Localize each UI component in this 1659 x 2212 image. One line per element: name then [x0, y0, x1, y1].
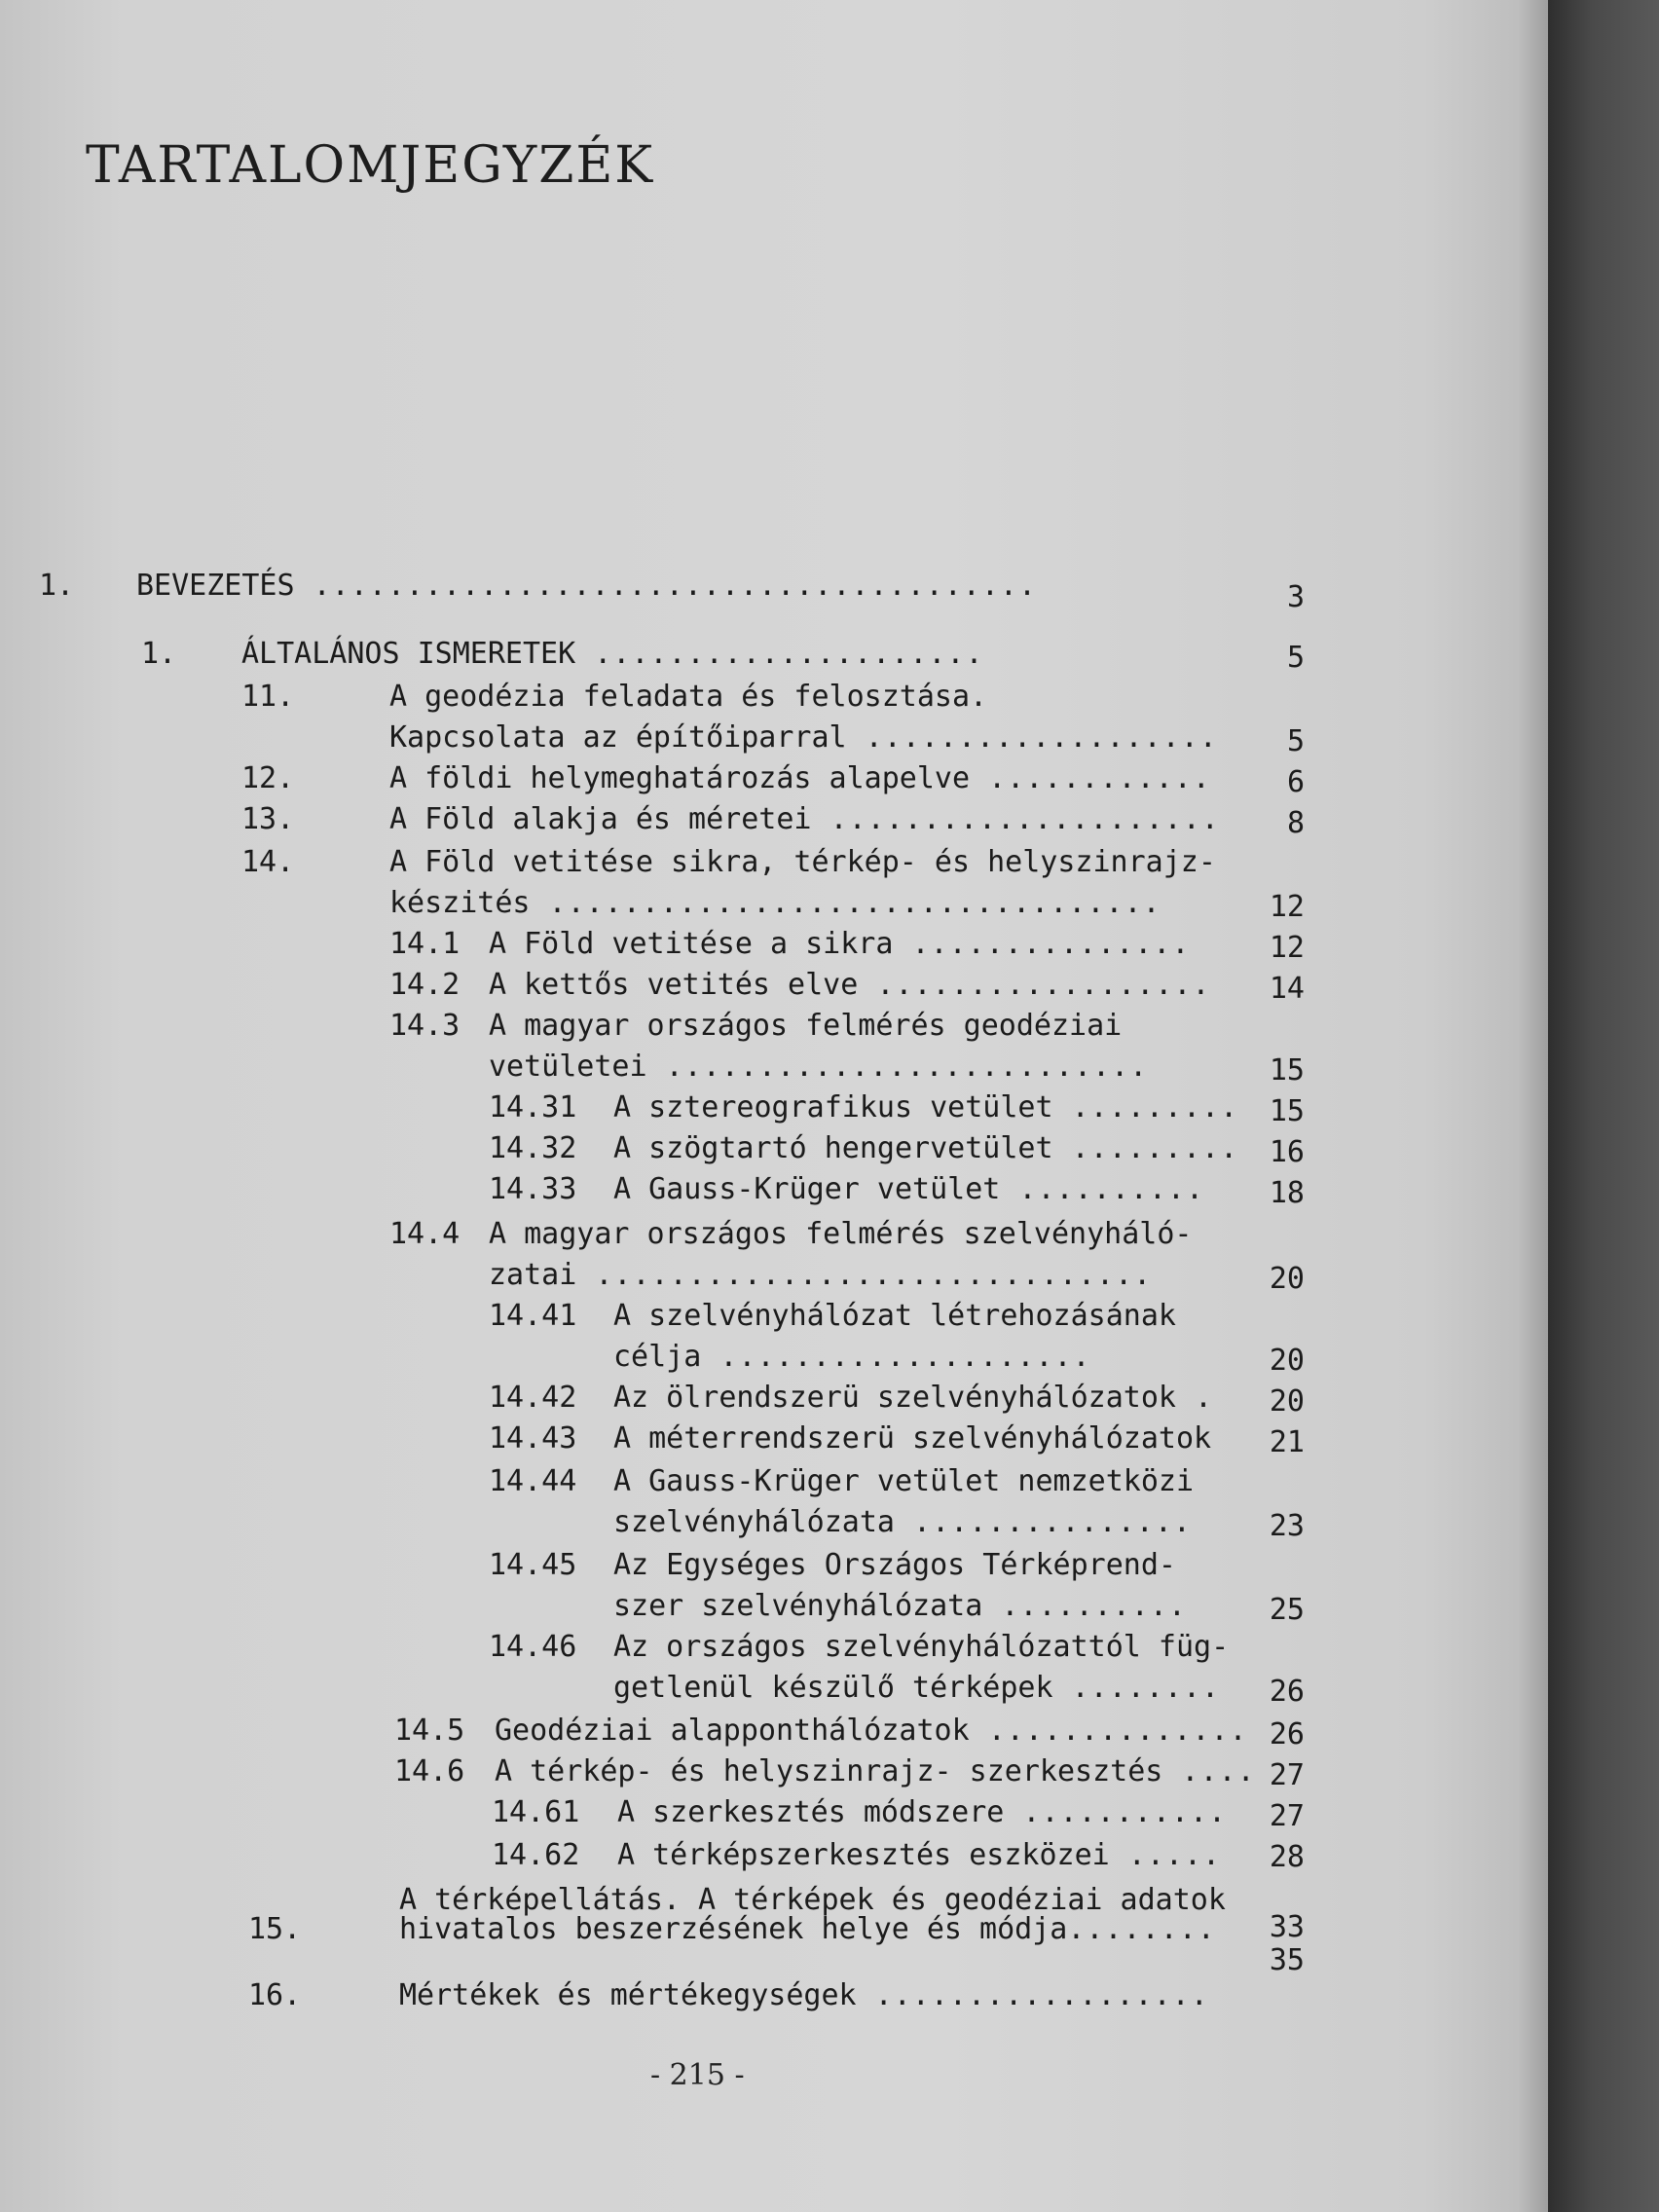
entry-title: [613, 1462, 1194, 1501]
entry-number: 16.: [248, 1978, 302, 2012]
entry-number: 14.44: [489, 1464, 577, 1498]
entry-title: [613, 1587, 1187, 1626]
entry-title: [489, 966, 1210, 1005]
entry-number: 14.45: [489, 1548, 577, 1582]
entry-title: [613, 1170, 1204, 1209]
leader-dots: ...............: [893, 927, 1191, 961]
entry-title-text: A szelvényhálózat létrehozásának: [613, 1299, 1176, 1333]
page-ref: 35: [1269, 1943, 1305, 1977]
entry-title-text: A térképellátás. A térképek és geodéziai adatok: [399, 1883, 1226, 1917]
entry-title: [617, 1836, 1221, 1875]
leader-dots: ..........: [982, 1589, 1187, 1623]
leader-dots: ..................: [856, 1978, 1209, 2012]
page-ref: 21: [1269, 1425, 1305, 1459]
entry-title-text: A Föld vetitése sikra, térkép- és helyszinrajz-: [389, 845, 1216, 879]
page-ref: 28: [1269, 1840, 1305, 1874]
entry-title-text: A magyar országos felmérés szelvényháló-: [489, 1217, 1193, 1251]
entry-title-text: készités: [389, 886, 531, 920]
page-ref: 5: [1286, 641, 1305, 675]
page-ref: 12: [1269, 931, 1305, 965]
entry-number: 14.42: [489, 1381, 577, 1415]
entry-title-text: szelvényhálózata: [613, 1505, 895, 1539]
entry-title: [489, 1256, 1152, 1295]
page-ref: 26: [1269, 1675, 1305, 1709]
entry-title-text: A geodézia feladata és felosztása.: [389, 680, 988, 714]
entry-number: 14.43: [489, 1421, 577, 1456]
leader-dots: ....: [1162, 1754, 1256, 1788]
entry-title-text: vetületei: [489, 1050, 647, 1084]
page-ref: 3: [1286, 580, 1305, 614]
leader-dots: ..............................: [576, 1258, 1153, 1292]
entry-title: [613, 1669, 1220, 1708]
entry-title-text: Az Egységes Országos Térképrend-: [613, 1548, 1176, 1582]
entry-title: [613, 1628, 1229, 1667]
entry-title: [489, 1048, 1148, 1087]
entry-number: 14.33: [489, 1172, 577, 1206]
entry-title: [613, 1338, 1091, 1377]
page-ref: 12: [1269, 890, 1305, 924]
entry-title-text: A kettős vetités elve: [489, 968, 859, 1002]
leader-dots: ............: [970, 761, 1211, 795]
entry-title-text: A földi helymeghatározás alapelve: [389, 761, 971, 795]
page-ref: 6: [1286, 765, 1305, 799]
entry-title: [399, 1910, 1216, 1949]
entry-title: [389, 800, 1220, 839]
page-ref: 15: [1269, 1053, 1305, 1088]
page-ref: 20: [1269, 1262, 1305, 1296]
entry-number: 14.41: [489, 1299, 577, 1333]
entry-title: [389, 884, 1161, 923]
entry-title-text: ÁLTALÁNOS ISMERETEK: [241, 637, 576, 671]
page-ref: 18: [1269, 1176, 1305, 1210]
entry-title: [495, 1752, 1256, 1791]
book-spine-shadow: [1548, 0, 1659, 2212]
entry-title-text: A magyar országos felmérés geodéziai: [489, 1009, 1123, 1043]
leader-dots: .......................................: [294, 569, 1038, 603]
page-edge: [1519, 0, 1548, 2212]
entry-number: 14.61: [492, 1795, 580, 1829]
page-number: - 215 -: [650, 2058, 745, 2092]
entry-title: [136, 567, 1037, 606]
entry-number: 14.3: [389, 1009, 461, 1043]
entry-title: [389, 678, 987, 717]
entry-number: 13.: [241, 802, 295, 836]
leader-dots: .........: [1052, 1131, 1239, 1165]
page-ref: 5: [1286, 724, 1305, 758]
page-ref: 33: [1269, 1910, 1305, 1944]
entry-title: [613, 1546, 1176, 1585]
entry-title: [389, 759, 1211, 798]
entry-title: [613, 1419, 1211, 1458]
entry-title: [613, 1379, 1213, 1418]
page-ref: 20: [1269, 1344, 1305, 1378]
leader-dots: .........: [1052, 1090, 1239, 1124]
page-ref: 16: [1269, 1135, 1305, 1169]
entry-title: [489, 925, 1190, 964]
entry-title-text: hivatalos beszerzésének helye és módja: [399, 1912, 1068, 1946]
leader-dots: ........: [1067, 1912, 1216, 1946]
page-ref: 20: [1269, 1384, 1305, 1419]
entry-number: 1.: [141, 637, 177, 671]
page-ref: 27: [1269, 1799, 1305, 1833]
leader-dots: .................................: [530, 886, 1161, 920]
entry-title-text: zatai: [489, 1258, 577, 1292]
leader-dots: ........: [1052, 1671, 1221, 1705]
entry-title-text: A Föld alakja és méretei: [389, 802, 812, 836]
entry-number: 11.: [241, 680, 295, 714]
page-ref: 25: [1269, 1593, 1305, 1627]
entry-number: 14.6: [394, 1754, 465, 1788]
leader-dots: ..................: [858, 968, 1211, 1002]
page-ref: 8: [1286, 806, 1305, 840]
leader-dots: .: [1175, 1381, 1214, 1415]
entry-title: [389, 843, 1216, 882]
entry-number: 14.46: [489, 1630, 577, 1664]
entry-number: 14.: [241, 845, 295, 879]
entry-title-text: Kapcsolata az építőiparral: [389, 720, 847, 755]
entry-title-text: getlenül készülő térképek: [613, 1671, 1053, 1705]
entry-number: 14.5: [394, 1714, 465, 1748]
page-title: TARTALOMJEGYZÉK: [86, 136, 655, 195]
entry-title: [617, 1793, 1227, 1832]
entry-title: [613, 1088, 1238, 1127]
leader-dots: ...............: [894, 1505, 1192, 1539]
entry-title: [399, 1976, 1209, 2015]
entry-number: 15.: [248, 1912, 302, 1946]
page-ref: 27: [1269, 1758, 1305, 1792]
entry-title: [613, 1503, 1192, 1542]
entry-title-text: A térképszerkesztés eszközei: [617, 1838, 1110, 1872]
entry-title-text: A méterrendszerü szelvényhálózatok: [613, 1421, 1212, 1456]
entry-title-text: A Gauss-Krüger vetület: [613, 1172, 1001, 1206]
entry-title-text: A sztereografikus vetület: [613, 1090, 1053, 1124]
leader-dots: ...........: [1004, 1795, 1228, 1829]
entry-title-text: BEVEZETÉS: [136, 569, 295, 603]
leader-dots: ..........: [1000, 1172, 1205, 1206]
leader-dots: ....................: [701, 1340, 1091, 1374]
entry-title: [613, 1129, 1238, 1168]
entry-number: 1.: [39, 569, 75, 603]
entry-title-text: Az ölrendszerü szelvényhálózatok: [613, 1381, 1176, 1415]
entry-title: [495, 1712, 1248, 1751]
leader-dots: ..........................: [646, 1050, 1149, 1084]
page-ref: 15: [1269, 1094, 1305, 1128]
page-ref: 14: [1269, 972, 1305, 1006]
entry-number: 14.1: [389, 927, 461, 961]
entry-title-text: Geodéziai alapponthálózatok: [495, 1714, 970, 1748]
entry-number: 14.2: [389, 968, 461, 1002]
entry-title: [489, 1215, 1192, 1254]
entry-title-text: A Gauss-Krüger vetület nemzetközi: [613, 1464, 1195, 1498]
entry-title-text: A Föld vetitése a sikra: [489, 927, 894, 961]
entry-title: [613, 1297, 1176, 1336]
entry-number: 12.: [241, 761, 295, 795]
entry-number: 14.31: [489, 1090, 577, 1124]
leader-dots: ...................: [846, 720, 1218, 755]
entry-title-text: Az országos szelvényhálózattól füg-: [613, 1630, 1230, 1664]
entry-number: 14.62: [492, 1838, 580, 1872]
entry-number: 14.32: [489, 1131, 577, 1165]
leader-dots: ..............: [969, 1714, 1248, 1748]
entry-title-text: Mértékek és mértékegységek: [399, 1978, 857, 2012]
leader-dots: .....................: [811, 802, 1220, 836]
page-ref: 26: [1269, 1717, 1305, 1751]
entry-title-text: A szerkesztés módszere: [617, 1795, 1005, 1829]
entry-title-text: A szögtartó hengervetület: [613, 1131, 1053, 1165]
entry-title: [489, 1007, 1122, 1046]
page-ref: 23: [1269, 1509, 1305, 1543]
entry-title-text: szer szelvényhálózata: [613, 1589, 983, 1623]
entry-title: [241, 635, 984, 674]
entry-title-text: célja: [613, 1340, 702, 1374]
leader-dots: .....................: [575, 637, 984, 671]
entry-number: 14.4: [389, 1217, 461, 1251]
entry-title-text: A térkép- és helyszinrajz- szerkesztés: [495, 1754, 1163, 1788]
entry-title: [389, 719, 1218, 757]
leader-dots: .....: [1109, 1838, 1222, 1872]
